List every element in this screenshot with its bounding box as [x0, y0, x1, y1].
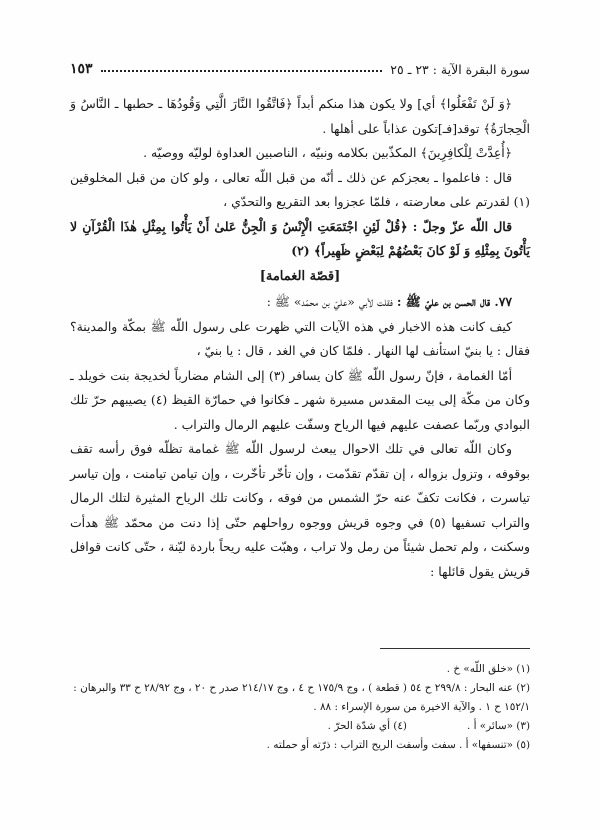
page-header — [70, 58, 530, 80]
paragraph: ﴿وَ لَنْ تَفْعَلُوا﴾ أي] ولا يكون هذا منكم أبداً ﴿فَاتَّقُوا النَّارَ الَّتِي وَقُودُهَا ـ حطبها ـ النَّاسُ وَ الْحِجارَةُ﴾ توقد[فـ]تكون عذاباً على أهلها . — [70, 96, 530, 136]
paragraph: ﴿أُعِدَّتْ لِلْكافِرِينَ﴾ المكذّبين بكلامه ونبيّه ، الناصبين العداوة لوليّه ووصيّه . — [143, 145, 512, 160]
quran-verse-paragraph: قال اللّه عزّ وجلّ : ﴿قُلْ لَئِنِ اجْتَمَعَتِ الْإِنْسُ وَ الْجِنُّ عَلىٰ أَنْ يَأْتُوا بِمِثْلِ هٰذَا الْقُرْآنِ لا يَأْتُونَ بِمِثْلِهِ وَ لَوْ كانَ بَعْضُهُمْ لِبَعْضٍ ظَهِيراً﴾ (٢) — [70, 218, 530, 258]
paragraph: كيف كانت هذه الاخبار في هذه الآيات التي ظهرت على رسول اللّه ﷺ بمكّة والمدينة؟ فقال : يا بنيّ استأنف لها النهار . فلمّا كان في الغد ، قال : يا بنيّ ، — [70, 318, 530, 358]
footnote-separator — [380, 648, 530, 649]
page-number: ١٥٣ — [70, 61, 93, 77]
footnotes — [70, 660, 530, 755]
footnote-row — [70, 717, 530, 736]
main-text — [70, 92, 530, 584]
narration-text: فقلت لأبي «عليّ بن محمّد» ﷺ : — [266, 294, 397, 309]
footnote: (٤) أي شدّة الحرّ . — [327, 720, 407, 732]
paragraph: قال : فاعلموا ـ بعجزكم عن ذلك ـ أنّه من قبل اللّه تعالى ، ولو كان من قبل المخلوقين (١) لقدرتم على معارضته ، فلمّا عجزوا بعد التقريع والتحدّي ، — [70, 169, 530, 209]
footnote: (١) «خلق اللّه» خ . — [446, 663, 530, 675]
footnote: (٥) «تنسفها» أ . سفت وأسفت الريح التراب : ذرّته أو حملته . — [266, 739, 530, 751]
paragraph: وكان اللّه تعالى في تلك الاحوال يبعث لرسول اللّه ﷺ غمامة تظلّه فوق رأسه تقف بوقوفه ، وتزول بزواله ، إن تقدّم تقدّمت ، وإن تأخّر تأخّرت ، وإن تيامن تيامنت ، وإن تياسر تياسرت ، فكانت تكفّ عنه حرّ الشمس من فوقه ، وكانت تلك الرياح المثيرة لتلك الرمال والتراب تسفيها (٥) في وجوه قريش ووجوه رواحلهم حتّى إذا دنت من محمّد ﷺ هدأت وسكنت ، ولم تحمل شيئاً من رمل ولا تراب ، وهبّت عليه ريحاً باردة ليّنة ، حتّى كانت قوافل قريش يقول قائلها : — [70, 441, 530, 579]
narrator-label: ٧٧. قال الحسن بن عليّ ﷺ : — [396, 294, 512, 309]
narration-intro — [70, 290, 530, 315]
footnote: (٢) عنه البحار : ٢٩٩/٨ ح ٥٤ ( قطعة ) ، وج ١٧٥/٩ ح ٤ ، وج ٢١٤/١٧ صدر ح ٢٠ ، وج ٢٨/٩٢ ح ٣٣ والبرهان : ١٥٢/١ ح ١ . والآية الاخيرة من سورة الإسراء : ٨٨ . — [73, 682, 530, 713]
header-dotted-rule — [101, 70, 383, 72]
running-title: سورة البقرة الآية : ٢٣ ـ ٢٥ — [390, 61, 530, 77]
section-heading: [قصّة الغمامة] — [259, 268, 341, 284]
footnote: (٣) «سائر» أ . — [466, 720, 530, 732]
paragraph: أمّا الغمامة ، فإنّ رسول اللّه ﷺ كان يسافر (٣) إلى الشام مضارباً لخديجة بنت خويلد ـ وكان من مكّة إلى بيت المقدس مسيرة شهر ـ فكانوا في حمارّة القيظ (٤) يصيبهم حرّ تلك البوادي وربّما عصفت عليهم فيها الرياح وسفّت عليهم الرمال والتراب . — [70, 367, 530, 432]
